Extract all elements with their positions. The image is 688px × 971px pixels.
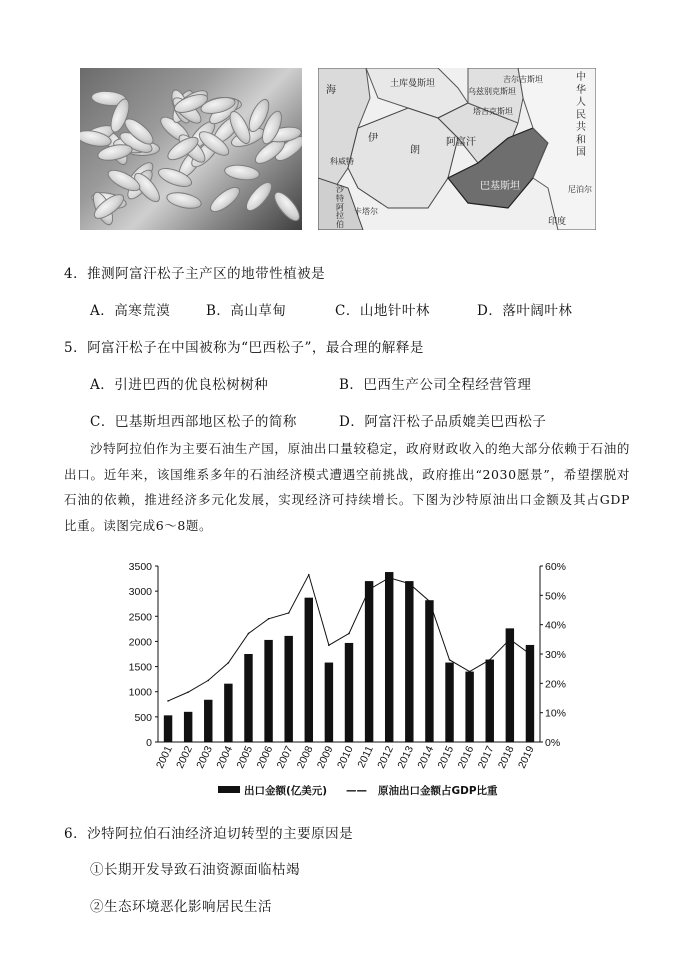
bar-2019 xyxy=(526,645,534,742)
line-point-2019 xyxy=(529,653,531,655)
x-tick-label-2008: 2008 xyxy=(294,744,316,771)
pine-nut xyxy=(269,188,302,225)
map-graphic xyxy=(318,68,596,230)
x-tick-label-2015: 2015 xyxy=(435,744,457,771)
map-label-turkmenistan: 土库曼斯坦 xyxy=(390,79,436,89)
question-5-option-c[interactable]: C．巴基斯坦西部地区松子的简称 xyxy=(90,414,297,430)
question-4-option-b[interactable]: B．高山草甸 xyxy=(206,303,287,319)
line-point-2018 xyxy=(509,639,511,641)
bar-2018 xyxy=(506,628,514,742)
x-tick-label-2017: 2017 xyxy=(475,744,497,771)
map-label-afghanistan: 阿富汗 xyxy=(446,137,476,148)
left-tick-label: 1500 xyxy=(128,661,152,674)
question-6-item-2: ②生态环境恶化影响居民生活 xyxy=(90,899,272,915)
legend-line-label: 原油出口金额占GDP比重 xyxy=(378,785,498,797)
line-point-2002 xyxy=(187,691,189,693)
line-point-2003 xyxy=(207,680,209,682)
question-4-stem: 4．推测阿富汗松子主产区的地带性植被是 xyxy=(64,266,326,282)
right-tick-label: 50% xyxy=(545,590,567,603)
x-tick-label-2009: 2009 xyxy=(314,744,336,771)
pine-nut-photo xyxy=(80,68,302,230)
map-label-india: 印度 xyxy=(548,217,567,227)
right-tick-label: 20% xyxy=(545,678,567,691)
question-4-option-a[interactable]: A．高寒荒漠 xyxy=(90,303,171,319)
map-label-pakistan: 巴基斯坦 xyxy=(480,181,520,192)
export-chart xyxy=(100,556,580,806)
bar-2016 xyxy=(465,672,473,742)
x-tick-label-2006: 2006 xyxy=(254,744,276,771)
line-point-2009 xyxy=(328,644,330,646)
bar-2004 xyxy=(224,684,232,742)
line-point-2014 xyxy=(429,600,431,602)
map-label-china: 中华人民共和国 xyxy=(576,72,586,158)
question-6-item-1: ①长期开发导致石油资源面临枯竭 xyxy=(90,862,300,878)
x-tick-label-2016: 2016 xyxy=(455,744,477,771)
line-point-2017 xyxy=(489,659,491,661)
x-tick-label-2003: 2003 xyxy=(194,744,215,771)
bar-2003 xyxy=(204,700,212,742)
legend-bar-label: 出口金额(亿美元) xyxy=(244,785,328,797)
x-tick-label-2001: 2001 xyxy=(154,744,175,771)
x-tick-label-2007: 2007 xyxy=(274,744,296,771)
pine-nut xyxy=(224,163,262,183)
left-tick-label: 3500 xyxy=(128,561,152,573)
x-tick-label-2019: 2019 xyxy=(515,744,537,771)
line-point-2004 xyxy=(228,662,230,664)
x-tick-label-2014: 2014 xyxy=(415,744,437,771)
question-4-option-c[interactable]: C．山地针叶林 xyxy=(335,303,430,319)
right-tick-label: 10% xyxy=(545,707,567,720)
left-tick-label: 3000 xyxy=(128,586,152,599)
x-tick-label-2018: 2018 xyxy=(495,744,517,771)
chart-bars xyxy=(164,572,534,742)
bar-2002 xyxy=(184,712,192,742)
pine-nut xyxy=(242,178,277,215)
passage-text: 沙特阿拉伯作为主要石油生产国，原油出口量较稳定，政府财政收入的绝大部分依赖于石油的出口。近年来，该国维系多年的石油经济模式遭遇空前挑战，政府推出“2030愿景”，希望摆脱对石油的依赖，推进经济多元化发展，实现经济可持续增长。下图为沙特原油出口金额及其占GDP比重。读图完成6～8题。 xyxy=(64,441,630,533)
bar-2009 xyxy=(325,663,333,742)
map-label-tajikistan: 塔吉克斯坦 xyxy=(473,107,513,116)
line-point-2013 xyxy=(409,583,411,585)
bar-2011 xyxy=(365,581,373,742)
chart-legend xyxy=(218,784,498,797)
x-tick-label-2011: 2011 xyxy=(355,744,376,770)
x-tick-label-2010: 2010 xyxy=(334,744,356,771)
bar-2017 xyxy=(486,660,494,742)
left-tick-label: 500 xyxy=(134,711,152,724)
map-label-nepal: 尼泊尔 xyxy=(568,185,592,194)
bar-2013 xyxy=(405,581,413,742)
question-5-option-b[interactable]: B．巴西生产公司全程经营管理 xyxy=(339,377,532,393)
left-tick-label: 2500 xyxy=(128,611,152,624)
x-tick-label-2004: 2004 xyxy=(214,744,236,771)
bar-2015 xyxy=(445,663,453,742)
question-5-option-d[interactable]: D．阿富汗松子品质媲美巴西松子 xyxy=(339,414,547,430)
line-point-2006 xyxy=(268,618,270,620)
bar-2001 xyxy=(164,715,172,742)
bar-2008 xyxy=(305,598,313,742)
left-tick-label: 1000 xyxy=(128,686,152,699)
line-point-2015 xyxy=(449,659,451,661)
map-label-kuwait: 科威特 xyxy=(330,157,354,166)
x-tick-label-2012: 2012 xyxy=(375,744,396,771)
map-label-uzbekistan: 乌兹别克斯坦 xyxy=(468,87,516,96)
line-point-2010 xyxy=(348,633,350,635)
question-6-stem: 6．沙特阿拉伯石油经济迫切转型的主要原因是 xyxy=(64,826,354,842)
question-4-option-d[interactable]: D．落叶阔叶林 xyxy=(477,303,573,319)
map-label-sea: 海 xyxy=(326,85,336,96)
line-point-2007 xyxy=(288,612,290,614)
left-tick-label: 2000 xyxy=(128,636,152,649)
map-label-iran-2: 朗 xyxy=(410,145,420,156)
bar-2010 xyxy=(345,643,353,742)
legend-separator: —— xyxy=(346,785,367,797)
bar-2014 xyxy=(425,600,433,742)
legend-bar-swatch xyxy=(218,786,240,793)
bar-2007 xyxy=(284,636,292,742)
line-point-2011 xyxy=(368,589,370,591)
map-label-saudi: 沙特阿拉伯 xyxy=(336,185,344,230)
x-tick-label-2005: 2005 xyxy=(234,744,256,771)
right-tick-label: 60% xyxy=(545,561,567,573)
region-map xyxy=(318,68,596,230)
map-label-iran-1: 伊 xyxy=(368,133,378,144)
right-tick-label: 30% xyxy=(545,649,567,661)
line-point-2016 xyxy=(469,671,471,673)
line-point-2001 xyxy=(167,700,169,702)
right-tick-label: 0% xyxy=(545,737,561,749)
line-point-2005 xyxy=(248,633,250,635)
x-tick-label-2013: 2013 xyxy=(395,744,417,771)
bar-2005 xyxy=(244,654,252,742)
pine-nut xyxy=(165,189,203,211)
bar-2012 xyxy=(385,572,393,742)
question-5-option-a[interactable]: A．引进巴西的优良松树树种 xyxy=(90,377,269,393)
pine-nut xyxy=(206,183,244,217)
right-tick-label: 40% xyxy=(545,619,567,632)
x-tick-label-2002: 2002 xyxy=(174,744,195,771)
map-label-kyrgyzstan: 吉尔吉斯坦 xyxy=(503,75,543,84)
line-point-2012 xyxy=(388,577,390,579)
question-5-stem: 5．阿富汗松子在中国被称为“巴西松子”，最合理的解释是 xyxy=(64,340,424,356)
map-label-qatar: 卡塔尔 xyxy=(354,207,378,216)
bar-2006 xyxy=(264,640,272,742)
line-point-2008 xyxy=(308,574,310,576)
left-tick-label: 0 xyxy=(146,737,152,749)
